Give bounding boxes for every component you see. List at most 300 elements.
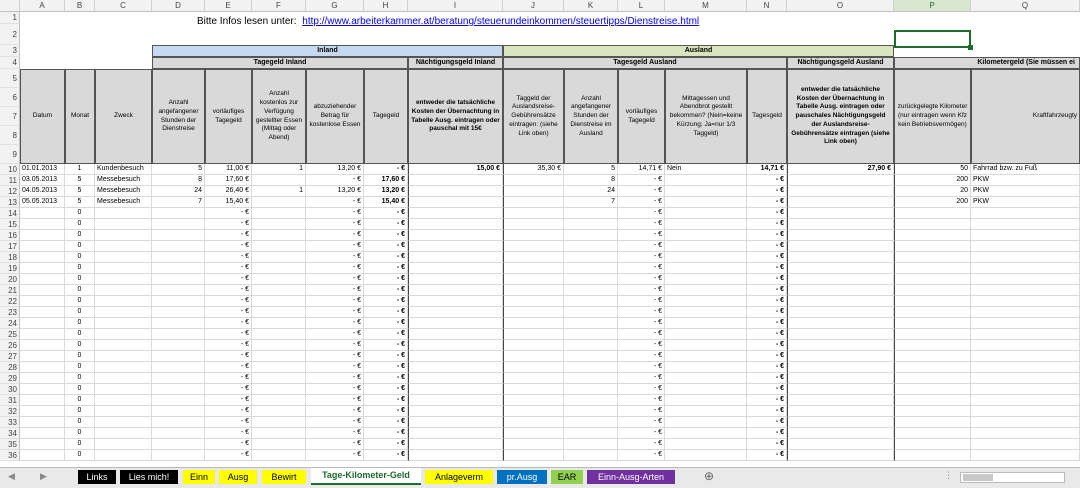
cell-f-row-15[interactable] [252, 219, 306, 230]
column-header-p[interactable]: P [894, 0, 971, 12]
cell-i-row-35[interactable] [408, 439, 503, 450]
cell-j-row-16[interactable] [503, 230, 564, 241]
cell-l-row-13[interactable]: - € [618, 197, 665, 208]
cell-p-row-27[interactable] [894, 351, 971, 362]
cell-p-row-21[interactable] [894, 285, 971, 296]
cell-g-row-18[interactable]: - € [306, 252, 364, 263]
cell-d-row-29[interactable] [152, 373, 205, 384]
cell-p-row-24[interactable] [894, 318, 971, 329]
cell-e-row-29[interactable]: - € [205, 373, 252, 384]
cell-a-row-18[interactable] [20, 252, 65, 263]
cell-l-row-33[interactable]: - € [618, 417, 665, 428]
cell-j-row-27[interactable] [503, 351, 564, 362]
cell-h-row-23[interactable]: - € [364, 307, 408, 318]
cell-a-row-14[interactable] [20, 208, 65, 219]
cell-b-row-25[interactable]: 0 [65, 329, 95, 340]
cell-j-row-25[interactable] [503, 329, 564, 340]
cell-a-row-23[interactable] [20, 307, 65, 318]
cell-o-row-17[interactable] [787, 241, 894, 252]
cell-i-row-30[interactable] [408, 384, 503, 395]
cell-k-row-19[interactable] [564, 263, 618, 274]
cell-a-row-35[interactable] [20, 439, 65, 450]
selected-cell[interactable] [894, 30, 971, 48]
cell-h-row-32[interactable]: - € [364, 406, 408, 417]
row-number-27[interactable]: 27 [0, 351, 20, 362]
cell-l-row-19[interactable]: - € [618, 263, 665, 274]
cell-e-row-19[interactable]: - € [205, 263, 252, 274]
cell-l-row-24[interactable]: - € [618, 318, 665, 329]
cell-f-row-25[interactable] [252, 329, 306, 340]
cell-q-row-21[interactable] [971, 285, 1080, 296]
cell-k-row-15[interactable] [564, 219, 618, 230]
cell-m-row-29[interactable] [665, 373, 747, 384]
column-header-o[interactable]: O [787, 0, 894, 12]
cell-d-row-24[interactable] [152, 318, 205, 329]
cell-n-row-28[interactable]: - € [747, 362, 787, 373]
cell-d-row-30[interactable] [152, 384, 205, 395]
cell-n-row-30[interactable]: - € [747, 384, 787, 395]
cell-o-row-18[interactable] [787, 252, 894, 263]
cell-a-row-34[interactable] [20, 428, 65, 439]
cell-e-row-27[interactable]: - € [205, 351, 252, 362]
cell-b-row-30[interactable]: 0 [65, 384, 95, 395]
cell-h-row-30[interactable]: - € [364, 384, 408, 395]
cell-i-row-17[interactable] [408, 241, 503, 252]
cell-g-row-17[interactable]: - € [306, 241, 364, 252]
row-number-13[interactable]: 13 [0, 197, 20, 208]
cell-q-row-26[interactable] [971, 340, 1080, 351]
cell-l-row-21[interactable]: - € [618, 285, 665, 296]
cell-k-row-21[interactable] [564, 285, 618, 296]
cell-o-row-27[interactable] [787, 351, 894, 362]
cell-h-row-27[interactable]: - € [364, 351, 408, 362]
cell-h-row-35[interactable]: - € [364, 439, 408, 450]
cell-n-row-25[interactable]: - € [747, 329, 787, 340]
cell-j-row-36[interactable] [503, 450, 564, 461]
cell-k-row-14[interactable] [564, 208, 618, 219]
cell-g-row-19[interactable]: - € [306, 263, 364, 274]
cell-f-row-21[interactable] [252, 285, 306, 296]
cell-d-row-21[interactable] [152, 285, 205, 296]
cell-k-row-36[interactable] [564, 450, 618, 461]
cell-n-row-19[interactable]: - € [747, 263, 787, 274]
row-number-36[interactable]: 36 [0, 450, 20, 461]
cell-l-row-25[interactable]: - € [618, 329, 665, 340]
cell-q-row-32[interactable] [971, 406, 1080, 417]
cell-m-row-18[interactable] [665, 252, 747, 263]
cell-b-row-20[interactable]: 0 [65, 274, 95, 285]
cell-h-row-13[interactable]: 15,40 € [364, 197, 408, 208]
cell-c-row-27[interactable] [95, 351, 152, 362]
cell-f-row-28[interactable] [252, 362, 306, 373]
cell-d-row-25[interactable] [152, 329, 205, 340]
cell-o-row-13[interactable] [787, 197, 894, 208]
row-number-17[interactable]: 17 [0, 241, 20, 252]
cell-e-row-28[interactable]: - € [205, 362, 252, 373]
cell-p-row-19[interactable] [894, 263, 971, 274]
row-number-25[interactable]: 25 [0, 329, 20, 340]
cell-j-row-15[interactable] [503, 219, 564, 230]
cell-o-row-15[interactable] [787, 219, 894, 230]
cell-m-row-32[interactable] [665, 406, 747, 417]
cell-f-row-14[interactable] [252, 208, 306, 219]
add-sheet-icon[interactable]: ⊕ [704, 469, 715, 483]
cell-n-row-10[interactable]: 14,71 € [747, 164, 787, 175]
cell-c-row-28[interactable] [95, 362, 152, 373]
cell-g-row-32[interactable]: - € [306, 406, 364, 417]
cell-e-row-12[interactable]: 26,40 € [205, 186, 252, 197]
cell-q-row-33[interactable] [971, 417, 1080, 428]
select-all-corner[interactable] [0, 0, 20, 12]
cell-e-row-22[interactable]: - € [205, 296, 252, 307]
cell-o-row-28[interactable] [787, 362, 894, 373]
row-number-12[interactable]: 12 [0, 186, 20, 197]
row-number-16[interactable]: 16 [0, 230, 20, 241]
row-number-14[interactable]: 14 [0, 208, 20, 219]
cell-i-row-11[interactable] [408, 175, 503, 186]
row-number-26[interactable]: 26 [0, 340, 20, 351]
sheet-tab-pr-ausg[interactable]: pr.Ausg [497, 470, 547, 484]
row-number-18[interactable]: 18 [0, 252, 20, 263]
cell-b-row-23[interactable]: 0 [65, 307, 95, 318]
cell-c-row-26[interactable] [95, 340, 152, 351]
sheet-tab-tage-kilometer-geld[interactable]: Tage-Kilometer-Geld [311, 468, 421, 485]
column-header-q[interactable]: Q [971, 0, 1080, 12]
cell-o-row-16[interactable] [787, 230, 894, 241]
cell-d-row-17[interactable] [152, 241, 205, 252]
cell-a-row-30[interactable] [20, 384, 65, 395]
cell-f-row-36[interactable] [252, 450, 306, 461]
cell-k-row-23[interactable] [564, 307, 618, 318]
cell-q-row-34[interactable] [971, 428, 1080, 439]
sheet-tab-lies-mich[interactable]: Lies mich! [120, 470, 178, 484]
sheet-tab-anlageverm[interactable]: Anlageverm [425, 470, 493, 484]
cell-e-row-13[interactable]: 15,40 € [205, 197, 252, 208]
cell-k-row-28[interactable] [564, 362, 618, 373]
cell-q-row-12[interactable]: PKW [971, 186, 1080, 197]
column-header-i[interactable]: I [408, 0, 503, 12]
cell-p-row-36[interactable] [894, 450, 971, 461]
row-number-19[interactable]: 19 [0, 263, 20, 274]
cell-d-row-22[interactable] [152, 296, 205, 307]
cell-e-row-10[interactable]: 11,00 € [205, 164, 252, 175]
cell-l-row-36[interactable]: - € [618, 450, 665, 461]
cell-n-row-23[interactable]: - € [747, 307, 787, 318]
cell-j-row-13[interactable] [503, 197, 564, 208]
cell-p-row-15[interactable] [894, 219, 971, 230]
cell-f-row-27[interactable] [252, 351, 306, 362]
cell-j-row-30[interactable] [503, 384, 564, 395]
cell-j-row-10[interactable]: 35,30 € [503, 164, 564, 175]
sheet-tab-einn[interactable]: Einn [183, 470, 215, 484]
cell-f-row-35[interactable] [252, 439, 306, 450]
cell-i-row-15[interactable] [408, 219, 503, 230]
cell-j-row-28[interactable] [503, 362, 564, 373]
cell-f-row-33[interactable] [252, 417, 306, 428]
cell-p-row-11[interactable]: 200 [894, 175, 971, 186]
cell-p-row-20[interactable] [894, 274, 971, 285]
cell-o-row-26[interactable] [787, 340, 894, 351]
cell-k-row-25[interactable] [564, 329, 618, 340]
cell-j-row-14[interactable] [503, 208, 564, 219]
cell-n-row-13[interactable]: - € [747, 197, 787, 208]
cell-q-row-22[interactable] [971, 296, 1080, 307]
sheet-tab-ausg[interactable]: Ausg [219, 470, 257, 484]
cell-j-row-12[interactable] [503, 186, 564, 197]
cell-b-row-10[interactable]: 1 [65, 164, 95, 175]
row-number-20[interactable]: 20 [0, 274, 20, 285]
row-number-2[interactable]: 2 [0, 24, 20, 45]
cell-c-row-33[interactable] [95, 417, 152, 428]
cell-i-row-36[interactable] [408, 450, 503, 461]
cell-d-row-12[interactable]: 24 [152, 186, 205, 197]
cell-h-row-28[interactable]: - € [364, 362, 408, 373]
cell-c-row-21[interactable] [95, 285, 152, 296]
cell-q-row-31[interactable] [971, 395, 1080, 406]
cell-e-row-17[interactable]: - € [205, 241, 252, 252]
cell-i-row-23[interactable] [408, 307, 503, 318]
cell-i-row-33[interactable] [408, 417, 503, 428]
cell-n-row-20[interactable]: - € [747, 274, 787, 285]
cell-d-row-33[interactable] [152, 417, 205, 428]
cell-p-row-33[interactable] [894, 417, 971, 428]
cell-n-row-18[interactable]: - € [747, 252, 787, 263]
cell-m-row-23[interactable] [665, 307, 747, 318]
cell-q-row-13[interactable]: PKW [971, 197, 1080, 208]
row-number-34[interactable]: 34 [0, 428, 20, 439]
cell-d-row-16[interactable] [152, 230, 205, 241]
cell-o-row-36[interactable] [787, 450, 894, 461]
cell-a-row-22[interactable] [20, 296, 65, 307]
cell-m-row-14[interactable] [665, 208, 747, 219]
cell-f-row-22[interactable] [252, 296, 306, 307]
cell-e-row-11[interactable]: 17,60 € [205, 175, 252, 186]
cell-i-row-18[interactable] [408, 252, 503, 263]
cell-d-row-11[interactable]: 8 [152, 175, 205, 186]
cell-n-row-29[interactable]: - € [747, 373, 787, 384]
cell-j-row-24[interactable] [503, 318, 564, 329]
row-number-7[interactable]: 7 [0, 107, 20, 126]
cell-g-row-31[interactable]: - € [306, 395, 364, 406]
cell-i-row-14[interactable] [408, 208, 503, 219]
column-header-a[interactable]: A [20, 0, 65, 12]
column-header-m[interactable]: M [665, 0, 747, 12]
cell-c-row-36[interactable] [95, 450, 152, 461]
cell-a-row-16[interactable] [20, 230, 65, 241]
cell-a-row-20[interactable] [20, 274, 65, 285]
cell-d-row-31[interactable] [152, 395, 205, 406]
cell-l-row-34[interactable]: - € [618, 428, 665, 439]
cell-e-row-23[interactable]: - € [205, 307, 252, 318]
cell-i-row-19[interactable] [408, 263, 503, 274]
cell-f-row-12[interactable]: 1 [252, 186, 306, 197]
cell-d-row-23[interactable] [152, 307, 205, 318]
cell-f-row-31[interactable] [252, 395, 306, 406]
cell-b-row-33[interactable]: 0 [65, 417, 95, 428]
cell-i-row-12[interactable] [408, 186, 503, 197]
cell-l-row-11[interactable]: - € [618, 175, 665, 186]
cell-o-row-30[interactable] [787, 384, 894, 395]
cell-f-row-29[interactable] [252, 373, 306, 384]
column-header-c[interactable]: C [95, 0, 152, 12]
cell-i-row-22[interactable] [408, 296, 503, 307]
column-header-n[interactable]: N [747, 0, 787, 12]
cell-p-row-32[interactable] [894, 406, 971, 417]
cell-k-row-24[interactable] [564, 318, 618, 329]
cell-g-row-14[interactable]: - € [306, 208, 364, 219]
cell-a-row-27[interactable] [20, 351, 65, 362]
cell-o-row-11[interactable] [787, 175, 894, 186]
cell-c-row-14[interactable] [95, 208, 152, 219]
cell-a-row-13[interactable]: 05.05.2013 [20, 197, 65, 208]
cell-m-row-35[interactable] [665, 439, 747, 450]
cell-g-row-34[interactable]: - € [306, 428, 364, 439]
cell-d-row-27[interactable] [152, 351, 205, 362]
fill-handle[interactable] [968, 45, 973, 50]
cell-c-row-11[interactable]: Messebesuch [95, 175, 152, 186]
cell-n-row-22[interactable]: - € [747, 296, 787, 307]
cell-k-row-34[interactable] [564, 428, 618, 439]
cell-b-row-13[interactable]: 5 [65, 197, 95, 208]
cell-f-row-30[interactable] [252, 384, 306, 395]
cell-g-row-23[interactable]: - € [306, 307, 364, 318]
cell-q-row-27[interactable] [971, 351, 1080, 362]
cell-g-row-24[interactable]: - € [306, 318, 364, 329]
cell-p-row-12[interactable]: 20 [894, 186, 971, 197]
cell-i-row-27[interactable] [408, 351, 503, 362]
cell-e-row-35[interactable]: - € [205, 439, 252, 450]
cell-q-row-14[interactable] [971, 208, 1080, 219]
cell-c-row-23[interactable] [95, 307, 152, 318]
cell-q-row-17[interactable] [971, 241, 1080, 252]
cell-d-row-14[interactable] [152, 208, 205, 219]
row-number-9[interactable]: 9 [0, 145, 20, 164]
cell-p-row-18[interactable] [894, 252, 971, 263]
cell-p-row-10[interactable]: 50 [894, 164, 971, 175]
cell-h-row-36[interactable]: - € [364, 450, 408, 461]
row-number-3[interactable]: 3 [0, 45, 20, 57]
cell-l-row-20[interactable]: - € [618, 274, 665, 285]
cell-d-row-20[interactable] [152, 274, 205, 285]
cell-m-row-36[interactable] [665, 450, 747, 461]
cell-a-row-28[interactable] [20, 362, 65, 373]
cell-b-row-24[interactable]: 0 [65, 318, 95, 329]
cell-a-row-26[interactable] [20, 340, 65, 351]
cell-f-row-13[interactable] [252, 197, 306, 208]
cell-h-row-20[interactable]: - € [364, 274, 408, 285]
cell-m-row-34[interactable] [665, 428, 747, 439]
cell-n-row-11[interactable]: - € [747, 175, 787, 186]
cell-a-row-19[interactable] [20, 263, 65, 274]
cell-e-row-21[interactable]: - € [205, 285, 252, 296]
cell-k-row-16[interactable] [564, 230, 618, 241]
cell-k-row-31[interactable] [564, 395, 618, 406]
cell-k-row-33[interactable] [564, 417, 618, 428]
cell-d-row-19[interactable] [152, 263, 205, 274]
sheet-tab-bewirt[interactable]: Bewirt [262, 470, 306, 484]
cell-l-row-27[interactable]: - € [618, 351, 665, 362]
cell-k-row-13[interactable]: 7 [564, 197, 618, 208]
cell-f-row-23[interactable] [252, 307, 306, 318]
cell-i-row-25[interactable] [408, 329, 503, 340]
cell-b-row-22[interactable]: 0 [65, 296, 95, 307]
cell-g-row-33[interactable]: - € [306, 417, 364, 428]
cell-j-row-11[interactable] [503, 175, 564, 186]
cell-c-row-13[interactable]: Messebesuch [95, 197, 152, 208]
cell-a-row-33[interactable] [20, 417, 65, 428]
cell-f-row-16[interactable] [252, 230, 306, 241]
row-number-4[interactable]: 4 [0, 57, 20, 69]
cell-m-row-20[interactable] [665, 274, 747, 285]
cell-n-row-34[interactable]: - € [747, 428, 787, 439]
cell-b-row-18[interactable]: 0 [65, 252, 95, 263]
cell-g-row-20[interactable]: - € [306, 274, 364, 285]
cell-j-row-17[interactable] [503, 241, 564, 252]
cell-q-row-35[interactable] [971, 439, 1080, 450]
cell-a-row-36[interactable] [20, 450, 65, 461]
cell-m-row-28[interactable] [665, 362, 747, 373]
cell-q-row-24[interactable] [971, 318, 1080, 329]
cell-n-row-31[interactable]: - € [747, 395, 787, 406]
row-number-15[interactable]: 15 [0, 219, 20, 230]
row-number-5[interactable]: 5 [0, 69, 20, 88]
cell-p-row-14[interactable] [894, 208, 971, 219]
cell-o-row-21[interactable] [787, 285, 894, 296]
cell-q-row-19[interactable] [971, 263, 1080, 274]
cell-h-row-14[interactable]: - € [364, 208, 408, 219]
cell-h-row-33[interactable]: - € [364, 417, 408, 428]
cell-e-row-18[interactable]: - € [205, 252, 252, 263]
cell-j-row-31[interactable] [503, 395, 564, 406]
cell-l-row-26[interactable]: - € [618, 340, 665, 351]
cell-g-row-28[interactable]: - € [306, 362, 364, 373]
cell-f-row-10[interactable]: 1 [252, 164, 306, 175]
cell-k-row-17[interactable] [564, 241, 618, 252]
cell-m-row-13[interactable] [665, 197, 747, 208]
cell-i-row-20[interactable] [408, 274, 503, 285]
cell-k-row-18[interactable] [564, 252, 618, 263]
cell-c-row-16[interactable] [95, 230, 152, 241]
cell-q-row-16[interactable] [971, 230, 1080, 241]
column-header-j[interactable]: J [503, 0, 564, 12]
cell-m-row-27[interactable] [665, 351, 747, 362]
cell-i-row-26[interactable] [408, 340, 503, 351]
cell-p-row-31[interactable] [894, 395, 971, 406]
cell-l-row-31[interactable]: - € [618, 395, 665, 406]
cell-l-row-29[interactable]: - € [618, 373, 665, 384]
horizontal-scrollbar[interactable] [960, 472, 1065, 483]
cell-a-row-10[interactable]: 01.01.2013 [20, 164, 65, 175]
cell-m-row-19[interactable] [665, 263, 747, 274]
cell-g-row-27[interactable]: - € [306, 351, 364, 362]
row-number-10[interactable]: 10 [0, 164, 20, 175]
cell-k-row-20[interactable] [564, 274, 618, 285]
cell-e-row-24[interactable]: - € [205, 318, 252, 329]
sheet-tab-einn-ausg-arten[interactable]: Einn-Ausg-Arten [587, 470, 675, 484]
cell-f-row-32[interactable] [252, 406, 306, 417]
cell-n-row-33[interactable]: - € [747, 417, 787, 428]
cell-l-row-15[interactable]: - € [618, 219, 665, 230]
cell-j-row-34[interactable] [503, 428, 564, 439]
cell-j-row-23[interactable] [503, 307, 564, 318]
cell-a-row-29[interactable] [20, 373, 65, 384]
cell-h-row-25[interactable]: - € [364, 329, 408, 340]
cell-m-row-21[interactable] [665, 285, 747, 296]
cell-c-row-12[interactable]: Messebesuch [95, 186, 152, 197]
cell-a-row-15[interactable] [20, 219, 65, 230]
cell-l-row-35[interactable]: - € [618, 439, 665, 450]
cell-q-row-11[interactable]: PKW [971, 175, 1080, 186]
